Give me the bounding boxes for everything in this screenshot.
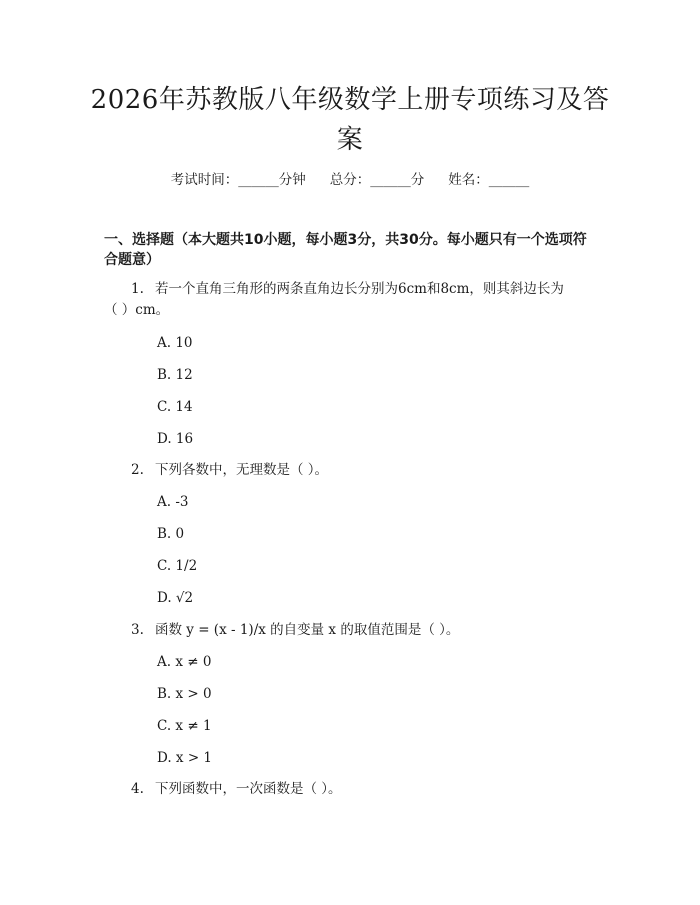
question-stem: 函数 y = (x - 1)/x 的自变量 x 的取值范围是（ ）。 [155, 622, 460, 638]
option-c: C. x ≠ 1 [157, 718, 212, 734]
title-line-1: 2026年苏教版八年级数学上册专项练习及答 [90, 85, 610, 115]
option-b: B. 12 [157, 367, 193, 383]
question-stem: 下列各数中，无理数是（ ）。 [155, 462, 329, 478]
question-number: 4. [131, 781, 144, 797]
document-title [70, 80, 630, 160]
option-d: D. 16 [157, 431, 194, 447]
question-4 [104, 779, 594, 800]
total-score-field: 总分：______分 [329, 172, 425, 188]
question-stem: 下列函数中，一次函数是（ ）。 [155, 781, 342, 797]
option-c: C. 14 [157, 399, 193, 415]
option-a: A. 10 [157, 335, 193, 351]
option-d: D. x > 1 [157, 750, 213, 766]
name-field: 姓名：______ [448, 172, 530, 188]
question-3 [104, 620, 594, 641]
question-stem: 若一个直角三角形的两条直角边长分别为6cm和8cm，则其斜边长为 [155, 281, 564, 297]
question-1 [104, 279, 594, 321]
option-a: A. x ≠ 0 [157, 654, 212, 670]
section-heading [104, 230, 604, 270]
option-c: C. 1/2 [157, 558, 198, 574]
section-heading-line-1: 一、选择题（本大题共10小题，每小题3分，共30分。每小题只有一个选项符 [104, 232, 587, 248]
question-number: 1. [131, 281, 144, 297]
option-b: B. x > 0 [157, 686, 212, 702]
title-line-2: 案 [336, 125, 364, 155]
option-a: A. -3 [157, 494, 189, 510]
question-stem-continued: （ ）cm。 [104, 302, 170, 318]
question-2 [104, 460, 594, 481]
exam-time-field: 考试时间：______分钟 [170, 172, 306, 188]
exam-meta [0, 168, 700, 188]
option-d: D. √2 [157, 590, 194, 606]
question-number: 3. [131, 622, 144, 638]
question-number: 2. [131, 462, 144, 478]
option-b: B. 0 [157, 526, 185, 542]
section-heading-line-2: 合题意） [104, 252, 160, 268]
